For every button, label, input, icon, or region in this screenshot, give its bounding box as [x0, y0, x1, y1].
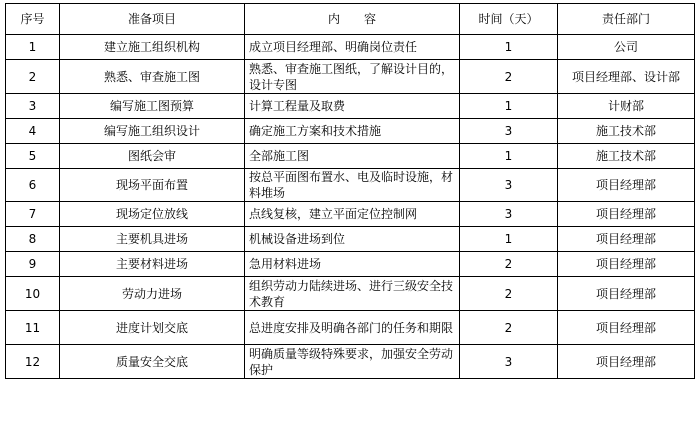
cell-days: 1 — [460, 94, 558, 119]
cell-item: 编写施工图预算 — [60, 94, 245, 119]
cell-dept: 项目经理部 — [558, 227, 695, 252]
cell-seq: 11 — [6, 311, 60, 345]
cell-seq: 3 — [6, 94, 60, 119]
cell-seq: 2 — [6, 60, 60, 94]
cell-seq: 9 — [6, 252, 60, 277]
table-row — [6, 227, 695, 252]
cell-days: 1 — [460, 227, 558, 252]
cell-seq: 1 — [6, 35, 60, 60]
header-row — [6, 4, 695, 35]
cell-days: 2 — [460, 60, 558, 94]
cell-seq: 5 — [6, 144, 60, 169]
cell-dept: 项目经理部 — [558, 277, 695, 311]
cell-days: 2 — [460, 252, 558, 277]
cell-dept: 项目经理部、设计部 — [558, 60, 695, 94]
cell-days: 1 — [460, 35, 558, 60]
header-content: 内 容 — [245, 4, 460, 35]
table-row — [6, 35, 695, 60]
cell-days: 2 — [460, 311, 558, 345]
preparation-schedule — [5, 3, 695, 379]
cell-content: 组织劳动力陆续进场、进行三级安全技术教育 — [245, 277, 460, 311]
cell-seq: 6 — [6, 169, 60, 202]
cell-days: 3 — [460, 169, 558, 202]
cell-content: 按总平面图布置水、电及临时设施，材料堆场 — [245, 169, 460, 202]
cell-content: 机械设备进场到位 — [245, 227, 460, 252]
table-row — [6, 311, 695, 345]
cell-dept: 项目经理部 — [558, 202, 695, 227]
cell-item: 劳动力进场 — [60, 277, 245, 311]
cell-dept: 项目经理部 — [558, 311, 695, 345]
table-row — [6, 252, 695, 277]
cell-content: 计算工程量及取费 — [245, 94, 460, 119]
table-row — [6, 277, 695, 311]
cell-days: 1 — [460, 144, 558, 169]
cell-seq: 10 — [6, 277, 60, 311]
cell-item: 现场定位放线 — [60, 202, 245, 227]
cell-item: 建立施工组织机构 — [60, 35, 245, 60]
cell-days: 2 — [460, 277, 558, 311]
cell-seq: 4 — [6, 119, 60, 144]
cell-days: 3 — [460, 202, 558, 227]
table-row — [6, 202, 695, 227]
cell-dept: 项目经理部 — [558, 345, 695, 379]
cell-seq: 8 — [6, 227, 60, 252]
cell-dept: 公司 — [558, 35, 695, 60]
cell-item: 熟悉、审查施工图 — [60, 60, 245, 94]
cell-content: 急用材料进场 — [245, 252, 460, 277]
table-row — [6, 94, 695, 119]
table-row — [6, 119, 695, 144]
cell-content: 明确质量等级特殊要求，加强安全劳动保护 — [245, 345, 460, 379]
header-seq: 序号 — [6, 4, 60, 35]
cell-dept: 项目经理部 — [558, 252, 695, 277]
header-dept: 责任部门 — [558, 4, 695, 35]
cell-item: 图纸会审 — [60, 144, 245, 169]
cell-item: 主要材料进场 — [60, 252, 245, 277]
cell-days: 3 — [460, 119, 558, 144]
header-days: 时间（天） — [460, 4, 558, 35]
cell-content: 成立项目经理部、明确岗位责任 — [245, 35, 460, 60]
table-row — [6, 345, 695, 379]
cell-content: 确定施工方案和技术措施 — [245, 119, 460, 144]
cell-days: 3 — [460, 345, 558, 379]
cell-content: 点线复核，建立平面定位控制网 — [245, 202, 460, 227]
table-row — [6, 60, 695, 94]
cell-item: 质量安全交底 — [60, 345, 245, 379]
cell-item: 主要机具进场 — [60, 227, 245, 252]
cell-item: 现场平面布置 — [60, 169, 245, 202]
preparation-table — [5, 3, 695, 379]
cell-seq: 7 — [6, 202, 60, 227]
cell-content: 总进度安排及明确各部门的任务和期限 — [245, 311, 460, 345]
cell-seq: 12 — [6, 345, 60, 379]
cell-item: 编写施工组织设计 — [60, 119, 245, 144]
cell-item: 进度计划交底 — [60, 311, 245, 345]
header-item: 准备项目 — [60, 4, 245, 35]
cell-dept: 计财部 — [558, 94, 695, 119]
cell-dept: 施工技术部 — [558, 119, 695, 144]
table-row — [6, 144, 695, 169]
cell-dept: 施工技术部 — [558, 144, 695, 169]
cell-content: 熟悉、审查施工图纸，了解设计目的，设计专图 — [245, 60, 460, 94]
cell-dept: 项目经理部 — [558, 169, 695, 202]
table-row — [6, 169, 695, 202]
cell-content: 全部施工图 — [245, 144, 460, 169]
